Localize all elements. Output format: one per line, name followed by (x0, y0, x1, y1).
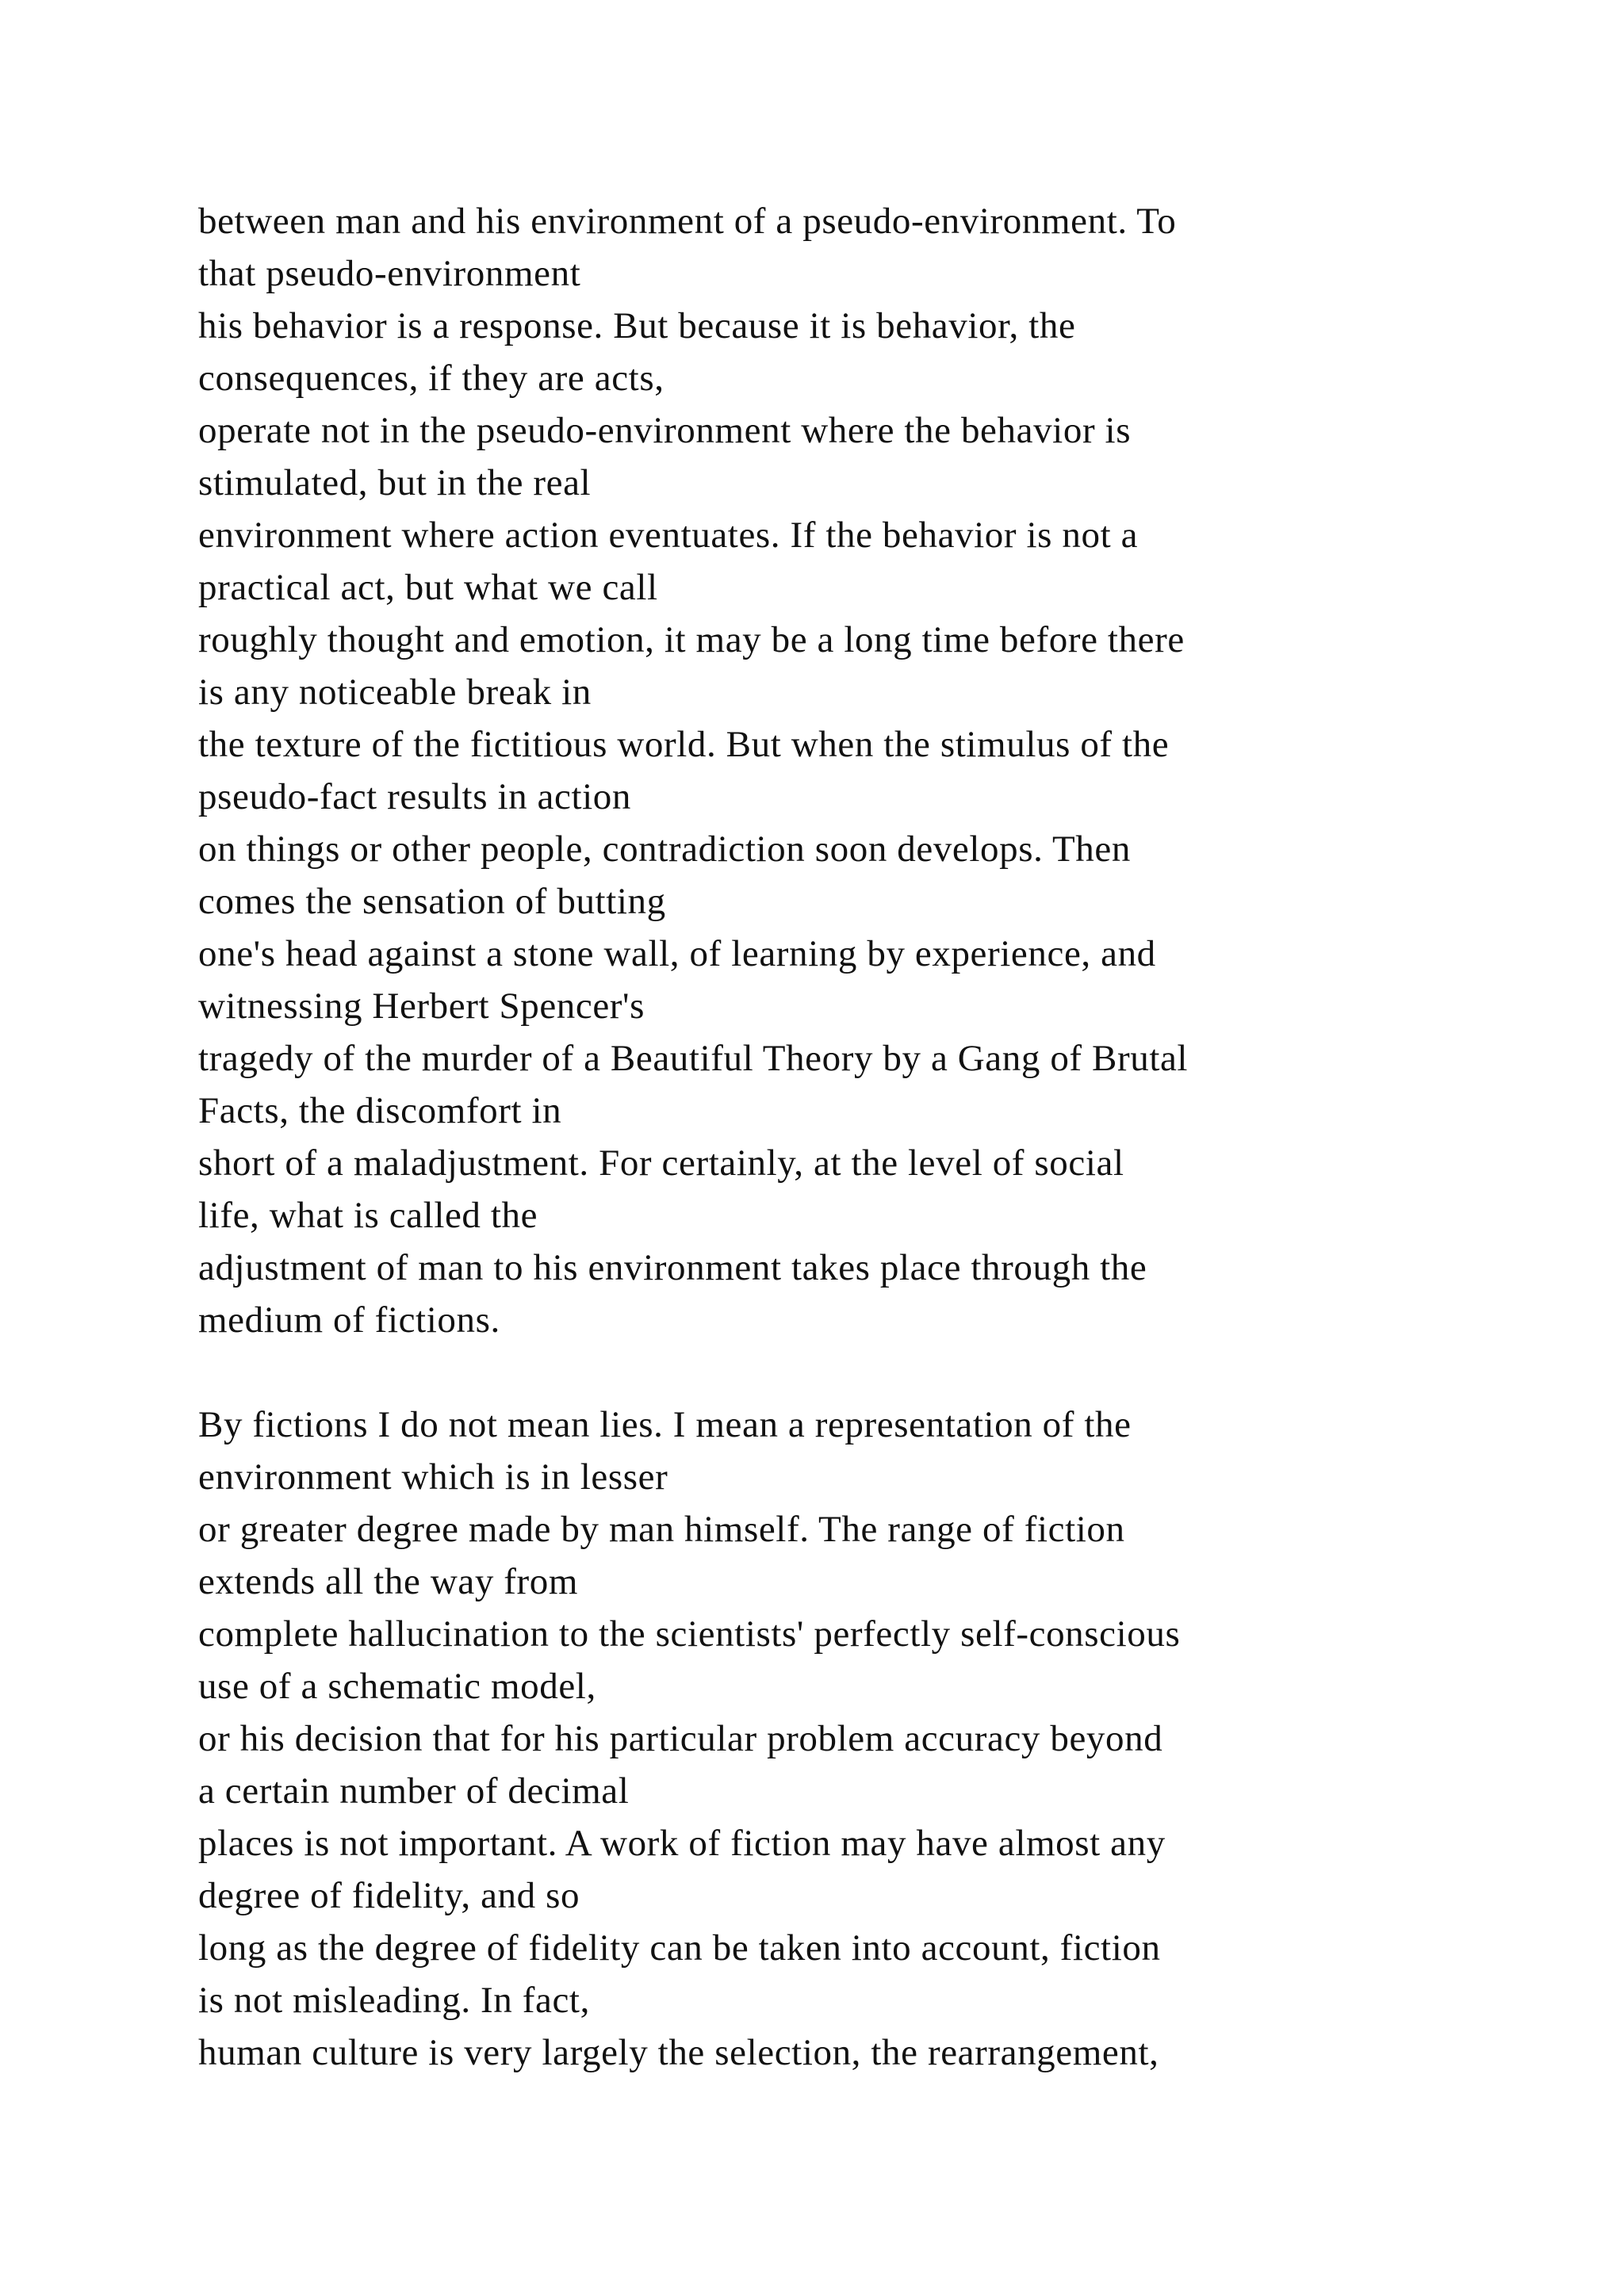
text-line: or greater degree made by man himself. The range of fiction (198, 1509, 1125, 1550)
text-line: comes the sensation of butting (198, 881, 666, 922)
text-line: By fictions I do not mean lies. I mean a representation of the (198, 1404, 1132, 1445)
text-line: is not misleading. In fact, (198, 1980, 590, 2021)
text-line: short of a maladjustment. For certainly, at the level of social (198, 1142, 1124, 1184)
text-line: medium of fictions. (198, 1299, 500, 1341)
text-line: practical act, but what we call (198, 567, 658, 608)
text-line: between man and his environment of a pseudo-environment. To (198, 201, 1177, 242)
text-line: environment where action eventuates. If the behavior is not a (198, 515, 1139, 556)
text-line: extends all the way from (198, 1561, 579, 1602)
text-line: degree of fidelity, and so (198, 1875, 580, 1916)
text-line: that pseudo-environment (198, 253, 581, 294)
text-line: tragedy of the murder of a Beautiful Theory by a Gang of Brutal (198, 1038, 1189, 1079)
paragraph-gap (198, 1346, 1530, 1399)
text-line: pseudo-fact results in action (198, 776, 631, 817)
text-line: his behavior is a response. But because it is behavior, the (198, 305, 1076, 346)
text-line: consequences, if they are acts, (198, 358, 665, 399)
text-line: life, what is called the (198, 1195, 538, 1236)
document-body (198, 195, 1530, 2079)
paragraph-1 (198, 195, 1530, 1346)
text-line: places is not important. A work of fiction may have almost any (198, 1823, 1166, 1864)
text-line: one's head against a stone wall, of learning by experience, and (198, 933, 1156, 974)
text-line: complete hallucination to the scientists' perfectly self-conscious (198, 1613, 1181, 1655)
text-line: roughly thought and emotion, it may be a long time before there (198, 619, 1185, 660)
text-line: stimulated, but in the real (198, 462, 592, 503)
text-line: is any noticeable break in (198, 672, 592, 713)
text-line: witnessing Herbert Spencer's (198, 985, 645, 1027)
text-line: operate not in the pseudo-environment where the behavior is (198, 410, 1132, 451)
text-line: adjustment of man to his environment takes place through the (198, 1247, 1147, 1288)
text-line: or his decision that for his particular problem accuracy beyond (198, 1718, 1163, 1759)
text-line: a certain number of decimal (198, 1770, 630, 1812)
text-line: use of a schematic model, (198, 1666, 596, 1707)
text-line: long as the degree of fidelity can be taken into account, fiction (198, 1927, 1161, 1969)
text-line: on things or other people, contradiction soon develops. Then (198, 828, 1131, 870)
text-line: Facts, the discomfort in (198, 1090, 562, 1131)
paragraph-2 (198, 1399, 1530, 2079)
text-line: environment which is in lesser (198, 1456, 668, 1498)
text-line: human culture is very largely the selection, the rearrangement, (198, 2032, 1159, 2073)
text-line: the texture of the fictitious world. But when the stimulus of the (198, 724, 1170, 765)
